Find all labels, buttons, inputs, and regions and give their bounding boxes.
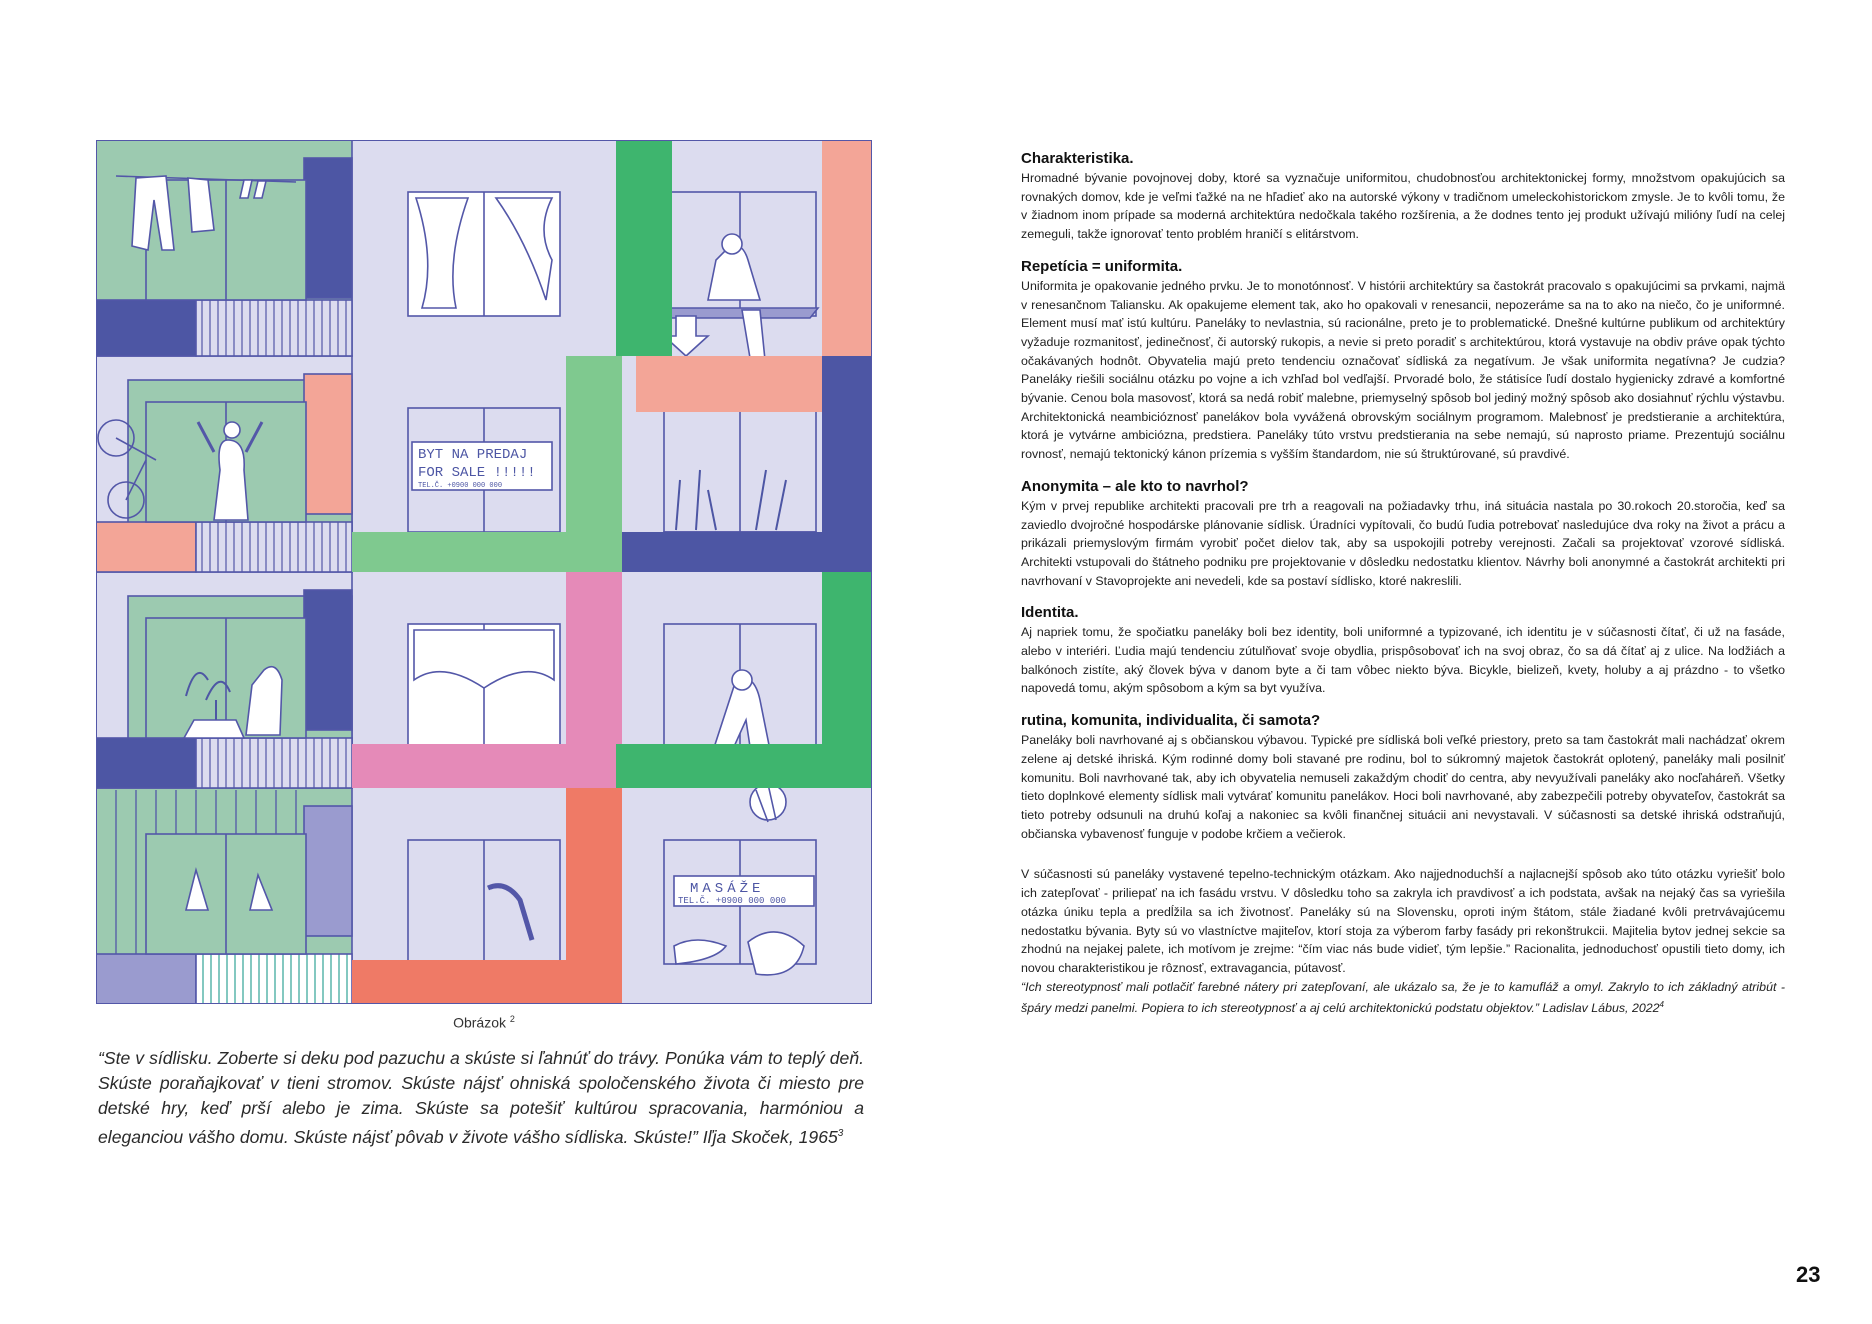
section-repeticia (1021, 258, 1785, 464)
closing-quote-footnote: 4 (1659, 1000, 1664, 1010)
section-heading: Identita. (1021, 604, 1079, 622)
massage-sign-phone: TEL.Č. +0900 000 000 (678, 896, 787, 906)
sale-sign-line1: BYT NA PREDAJ (418, 447, 528, 463)
closing-quote (1021, 978, 1785, 1019)
section-body: Aj napriek tomu, že spočiatku paneláky boli bez identity, boli uniformné a typizované, ich identitu je v súčasnosti čítať, či už na fasáde, alebo v interiéri. Ľudia majú tendenciu zútulňovať svoje obydlia, prispôsobovať ich na svoj obraz, čo sa dá čítať aj z ulice. Na lodžiách a balkónoch zistíte, aký človek býva v danom byte a či tam vôbec niekto býva. Bicykle, bielizeň, kvety, holuby a aj prázdno - to všetko napovedá tomu, akým spôsobom a kým sa byt využíva. (1021, 625, 1785, 696)
section-heading: Repetícia = uniformita. (1021, 257, 1183, 275)
figure-caption (96, 1014, 872, 1031)
section-identita (1021, 604, 1785, 698)
sale-sign-line2: FOR SALE !!!!! (418, 465, 536, 481)
quote-text: “Ste v sídlisku. Zoberte si deku pod pazuchu a skúste si ľahnúť do trávy. Ponúka vám to teplý deň. Skúste poraňajkovať v tieni stromov. Skúste nájsť ohniská spoločenského života či miesto pre detské hry, keď prší alebo je zima. Skúste sa potešiť kultúrou spracovania, harmóniou a eleganciou vášho domu. Skúste nájsť pôvab v živote vášho sídliska. Skúste!” Iľja Skoček, 1965 (98, 1048, 864, 1147)
opening-quote (98, 1046, 864, 1150)
section-heading: rutina, komunita, individualita, či samota? (1021, 712, 1321, 730)
section-anonymita (1021, 478, 1785, 591)
massage-sign-title: MASÁŽE (690, 881, 765, 897)
figure-caption-text: Obrázok (453, 1014, 506, 1031)
building-facade-illustration (96, 140, 872, 1004)
figure-caption-note: 2 (509, 1014, 515, 1024)
quote-footnote: 3 (837, 1128, 844, 1139)
sale-sign-phone: TEL.Č. +0900 000 000 (418, 482, 503, 490)
section-zateplovanie (1021, 865, 1785, 1018)
section-body: Paneláky boli navrhované aj s občianskou výbavou. Typické pre sídliská boli veľké priestory, preto sa tam častokrát mali nachádzať okrem zelene aj detské ihriská. Kým rodinné domy boli stavané pre rodinu, bol to súkromný majetok častokrát oplotený, paneláky mali posilniť komunitu. Boli navrhované tak, aby ich obyvatelia nemuseli zakaždým chodiť do centra, aby nevyužívali paneláky ako nocľaháreň. Všetky tieto doplnkové elementy sídlisk mali vytvárať komunitu panelákov. Hoci boli navrhované, aby zabezpečili potreby obyvateľov, častokrát sa tieto potreby odsunuli na druhú koľaj a nakoniec sa kvôli finančnej situácii ani nevystavali. V súčasnosti sa detské ihriská odstraňujú, občianska vybavenosť funguje v podobe krčiem a večierok. (1021, 733, 1785, 841)
section-heading: Charakteristika. (1021, 150, 1134, 167)
section-body: Uniformita je opakovanie jedného prvku. Je to monotónnosť. V histórii architektúry sa častokrát pracovalo s opakujúcimi sa prvkami, najmä v renesančnom Taliansku. Ak opakujeme element tak, ako ho opakovali v renesancii, nepozeráme sa na to ako na niečo, čo je uniformné. Element musí mať istú kultúru. Paneláky to nevlastnia, sú racionálne, preto je to problematické. Dnešné kultúrne publikum od architektúry vyžaduje rozmanitosť, jedinečnosť, či autorský rukopis, a nevie si preto poradiť s architektúrou, ktorá vystavuje na obdiv práve opak týchto očakávaných hodnôt. Obyvatelia majú preto tendenciu označovať sídliská za negatívum. Je však uniformita negatívna? Je cudzia? Paneláky riešili sociálnu otázku po vojne a ich vzhľad bol vedľajší. Prvoradé bolo, že státisíce ľudí dostalo hygienicky zdravé a komfortné bývanie. Cenou bola masovosť, ktorá sa nedá robiť malebne, priemyselný spôsob bol jediný možný spôsob ako dosiahnuť rýchlu výstavbu. Architektonická neambicióznosť panelákov bola vyvážená obrovským sociálnym programom. Malebnosť je predstieranie a architektúra, ktorá je vytvárne ambiciózna, predstiera. Paneláky túto vrstvu predstierania na sebe nemajú, sú naprosto priame. Prezentujú sociálnu rovnosť, nemajú tektonický kánon prízemia s vyšším štandardom, nie sú štruktúrované, sú pravdivé. (1021, 278, 1785, 462)
section-rutina (1021, 712, 1785, 843)
section-body: V súčasnosti sú paneláky vystavené tepelno-technickým otázkam. Ako najjednoduchší a najlacnejší spôsob ako túto otázku vyriešiť bolo ich zatepľovať - priliepať na ich fasádu vrstvu. V dôsledku toho sa zakryla ich pravdivosť a ich podstata, avšak na nejaký čas sa vyriešila otázka úniku tepla a predĺžila sa ich životnosť. Paneláky sú na Slovensku, oproti iným štátom, stále žiadané kvôli pretrvávajúcemu nedostatku bývania. Byty sú vo vlastníctve majiteľov, ktorí stoja za výberom farby fasády pri rekonštrukcii. Majitelia bytov jednej sekcie sa zhodnú na nejakej palete, ich motívom je zrejme: “čím viac nás bude vidieť, tým lepšie.” Racionalita, jednoduchosť opustili tieto domy, ich novou charakteristikou je rôznosť, extravagancia, pútavosť. (1021, 867, 1785, 975)
page-number: 23 (1796, 1262, 1821, 1287)
section-heading: Anonymita – ale kto to navrhol? (1021, 477, 1249, 495)
section-charakteristika (1021, 150, 1785, 244)
article-text-column (1021, 150, 1785, 1032)
closing-quote-text: “Ich stereotypnosť mali potlačiť farebné nátery pri zatepľovaní, ale ukázalo sa, že je to kamufláž a omyl. Zakrylo to ich základný atribút - špáry medzi panelmi. Popiera to ich stereotypnosť a aj celú architektonickú podstatu objektov.” Ladislav Lábus, 2022 (1021, 979, 1785, 1016)
section-body: Kým v prvej republike architekti pracovali pre trh a reagovali na požiadavky trhu, iná situácia nastala po 30.rokoch 20.storočia, keď sa zaviedlo dvojročné hospodárske plánovanie sídlisk. Úradníci vypítovali, čo budú ľudia potrebovať nasledujúce dva roky na život a prácu a prikázali priemyslovým firmám vyrobiť počet dielov tak, aby sa uspokojili potreby verejnosti. Začali sa projektovať vzorové sídliská. Architekti vstupovali do štátneho podniku pre projektovanie v dôsledku nedostatku klientov. Návrhy boli anonymné a častokrát architekti pri navrhovaní v Stavoprojekte ani nevedeli, kde sa postaví sídlisko, ktoré nakreslili. (1021, 498, 1785, 588)
section-body: Hromadné bývanie povojnovej doby, ktoré sa vyznačuje uniformitou, chudobnosťou architektonickej formy, množstvom opakujúcich sa rovnakých domov, kde je veľmi ťažké na ne hľadieť ako na autorské výkony v tradičnom umeleckohistorickom zmysle. Je to kvôli tomu, že v žiadnom inom prípade sa moderná architektúra nedočkala takého rozšírenia, a že dodnes tento jej produkt užívajú milióny ľudí na celej zemeguli, takže ignorovať tento problém hraničí s elitárstvom. (1021, 171, 1785, 242)
